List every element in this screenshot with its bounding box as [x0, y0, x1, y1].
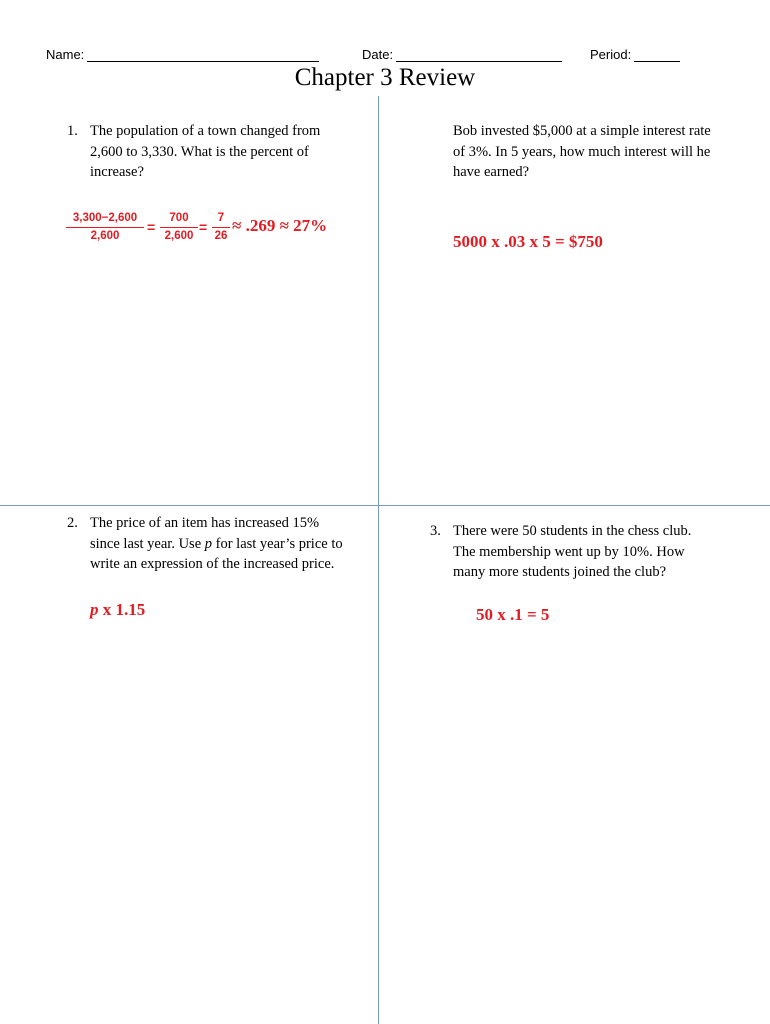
fraction-denominator: 2,600 — [90, 230, 120, 242]
name-blank-line[interactable] — [87, 47, 319, 62]
question-text — [453, 121, 763, 183]
question-text — [90, 121, 320, 183]
date-blank-line[interactable] — [396, 47, 562, 62]
fraction-denominator: 2,600 — [164, 230, 194, 242]
question-3 — [430, 521, 760, 591]
question-1 — [67, 121, 367, 191]
question-line: Bob invested $5,000 at a simple interest rate — [453, 123, 711, 139]
question-line-end: for last year’s price to — [212, 535, 343, 552]
question-number: 3. — [430, 523, 441, 539]
period-field[interactable] — [590, 47, 680, 62]
question-line: many more students joined the club? — [453, 564, 667, 580]
approximation-result: ≈ .269 ≈ 27% — [232, 216, 328, 235]
question-text — [453, 521, 691, 583]
fraction-2 — [160, 211, 198, 244]
answer-bob: 5000 x .03 x 5 = $750 — [453, 232, 603, 251]
name-field[interactable] — [46, 47, 319, 62]
period-label: Period: — [590, 47, 632, 62]
question-line — [90, 534, 343, 555]
fraction-3 — [212, 211, 230, 244]
answer-expression: x 1.15 — [98, 600, 146, 619]
variable-p: p — [204, 535, 213, 552]
question-number: 1. — [67, 123, 78, 139]
date-field[interactable] — [362, 47, 562, 62]
horizontal-divider — [0, 505, 770, 506]
date-label: Date: — [362, 47, 394, 62]
fraction-1 — [66, 211, 144, 244]
fraction-numerator: 3,300−2,600 — [72, 212, 138, 224]
fraction-denominator: 26 — [214, 230, 228, 242]
answer-2 — [90, 600, 145, 620]
question-line: The membership went up by 10%. How — [453, 543, 685, 560]
question-line: have earned? — [453, 164, 530, 180]
period-blank-line[interactable] — [634, 47, 680, 62]
question-line-start: since last year. Use — [90, 535, 205, 552]
vertical-divider — [378, 96, 379, 1024]
equals-sign: = — [147, 219, 156, 235]
page-title: Chapter 3 Review — [294, 64, 476, 91]
question-text — [90, 513, 343, 575]
question-line: increase? — [90, 164, 144, 180]
answer-variable: p — [90, 600, 99, 619]
equals-sign: = — [199, 219, 208, 235]
name-label: Name: — [46, 47, 85, 62]
question-line: There were 50 students in the chess club. — [453, 523, 692, 539]
question-bob — [453, 121, 763, 191]
question-line: The price of an item has increased 15% — [90, 515, 320, 531]
question-2 — [67, 513, 372, 583]
question-line: The population of a town changed from — [90, 123, 321, 139]
fraction-numerator: 7 — [217, 212, 225, 224]
fraction-numerator: 700 — [169, 212, 189, 224]
question-line: write an expression of the increased price. — [90, 556, 335, 572]
answer-3: 50 x .1 = 5 — [476, 605, 550, 624]
question-line: of 3%. In 5 years, how much interest will he — [453, 143, 711, 160]
question-line: 2,600 to 3,330. What is the percent of — [90, 143, 309, 160]
question-number: 2. — [67, 515, 78, 531]
